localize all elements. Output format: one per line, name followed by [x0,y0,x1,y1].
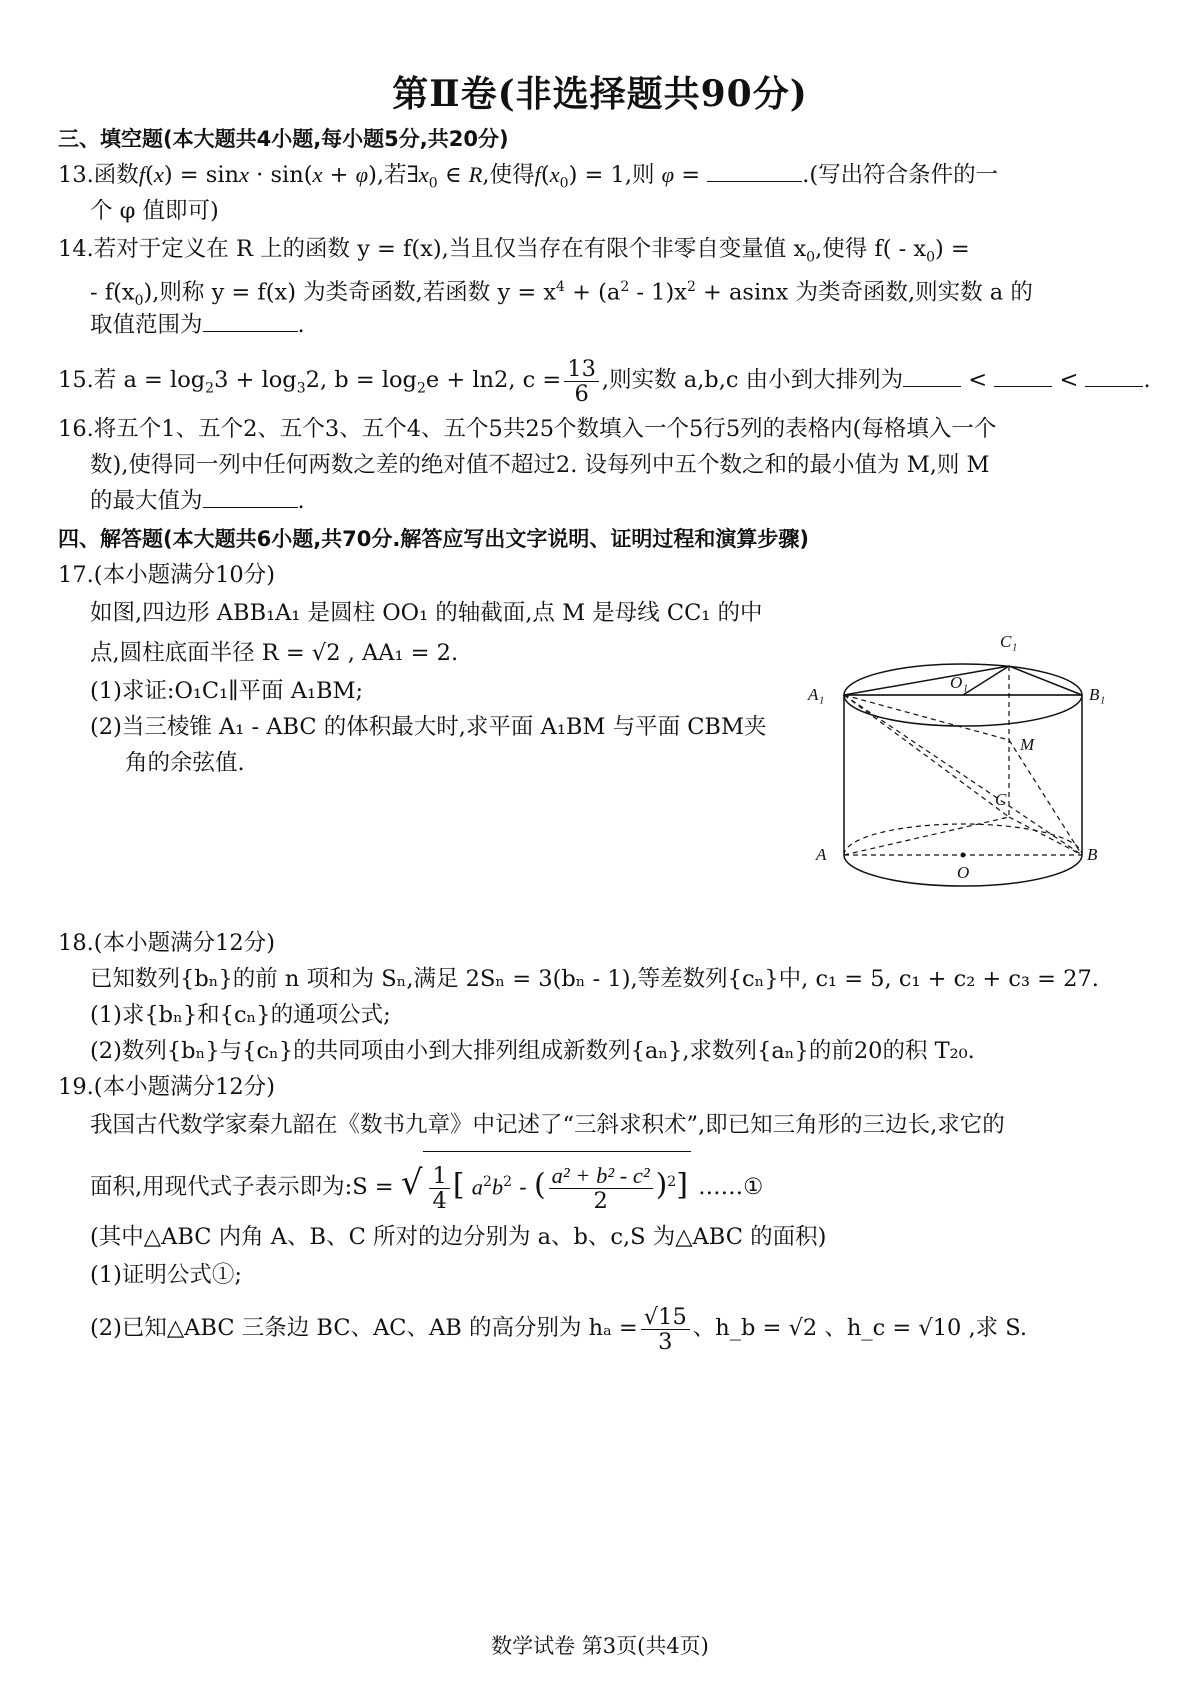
q16-text-c: 的最大值为 [90,488,203,514]
label-o: O [957,863,970,882]
q15-blank-3[interactable] [1085,364,1143,387]
bottom-back-arc [844,824,1082,855]
q13-text-b: 若∃ [384,162,419,188]
q14-text-h: + asinx 为类奇函数,则实数 a 的 [695,279,1033,306]
q14-number: 14. [58,236,94,262]
q13-line1: 13.函数f(x) = sinx · sin(x + φ),若$\exists x_0$ ∈ R,使得$f(x_0) = 1$,则 φ = .(写出符合条件的一 [58,158,1142,201]
q18-part2: (2)数列{bₙ}与{cₙ}的共同项由小到大排列组成新数列{aₙ},求数列{aₙ}的前20的积 T₂₀. [90,1038,975,1064]
cylinder-figure [808,632,1140,955]
inner-num: a² + b² - c² [549,1164,653,1189]
a1-c1-line [844,666,1009,695]
q15-text-c: 2, b = log [305,367,417,393]
q18-line1: 已知数列{bₙ}的前 n 项和为 Sₙ,满足 2Sₙ = 3(bₙ - 1),等差数列{cₙ}中, c₁ = 5, c₁ + c₂ + c₃ = 27. [90,966,1099,992]
q14-text-i: 取值范围为 [90,312,203,338]
ha-den: 3 [658,1328,673,1355]
label-c1: C₁ [1000,632,1018,651]
q15-line: 15.若 $a = \log_23 + \log_32$, $b = \log_2e + \ln 2$, c = $\frac{13}{6}$ ,则实数 a,b,c 由小到大排列为 < < . [58,355,1151,407]
a-c-line [844,817,1009,855]
label-b1: B₁ [1089,685,1106,704]
q17-score: (本小题满分10分) [93,562,275,588]
q17-part2b: 角的余弦值. [125,750,245,776]
q16-line2: 数),使得同一列中任何两数之差的绝对值不超过2. 设每列中五个数之和的最小值为 M,则 M [90,452,990,478]
section-3-heading: 三、填空题(本大题共4小题,每小题5分,共20分) [58,127,509,151]
label-c: C [995,790,1007,809]
quarter-den: 4 [432,1187,447,1214]
point-o [961,853,966,858]
q19-part1: (1)证明公式①; [90,1262,242,1288]
q15-text-e: ,则实数 a,b,c 由小到大排列为 [601,367,904,393]
q18-score: (本小题满分12分) [93,930,275,956]
page-footer: 数学试卷 第3页(共4页) [491,1634,709,1658]
q19-head [58,1070,1142,1104]
q18-number: 18. [58,930,94,956]
q14-line1: 14.若对于定义在 R 上的函数 y = f(x),当且仅当存在有限个非零自变量值 $x_0$,使得 $f( - x_0)$ = [58,236,970,266]
c-b-line [1009,817,1082,855]
q15-blank-1[interactable] [903,364,961,387]
q19-text-b: (2)已知△ABC 三条边 BC、AC、AB 的高分别为 hₐ = [90,1315,638,1341]
q19-text-a: 面积,用现代式子表示即为:S = [90,1174,394,1200]
q15-lt-2: < [1059,367,1079,393]
label-b: B [1087,845,1098,864]
q19-number: 19. [58,1074,94,1100]
q15-blank-2[interactable] [994,364,1052,387]
q17-line2: 点,圆柱底面半径 R = √2 , AA₁ = 2. [90,640,459,666]
q14-text-d: - f(x [90,279,135,306]
q17-head [58,558,1142,592]
q16-text-a: 将五个1、五个2、五个3、五个4、五个5共25个数填入一个5行5列的表格内(每格填入一个 [93,416,997,442]
q16-line3: 的最大值为 . [90,484,1142,518]
q14-line2: - $f(x_0)$,则称 y = f(x) 为类奇函数,若函数 $y = x^4 + (a^2 - 1)x^2 + asinx$ 为类奇函数,则实数 a 的 [90,279,1033,309]
q15-lt-1: < [968,367,988,393]
a1-c-line [844,695,1009,817]
q14-text-g: - 1)x [629,279,687,306]
q16-line1 [58,412,1142,446]
q18-part1: (1)求{bₙ}和{cₙ}的通项公式; [90,1002,391,1028]
q13-number: 13. [58,162,94,188]
label-a1: A₁ [808,685,825,704]
q15-frac-num: 13 [564,357,599,382]
q19-sqrt: $\frac{1}{4}$ [ $a^2b^2$ - ( $\frac{\text{a² + b² - c²}}{2}$ )$^2$] [423,1151,690,1218]
q15-fraction [564,357,599,406]
q15-number: 15. [58,367,94,393]
q17-line1: 如图,四边形 ABB₁A₁ 是圆柱 OO₁ 的轴截面,点 M 是母线 CC₁ 的中 [90,600,763,626]
c1-b1-line [1009,666,1082,695]
sqrt-sign: √ [400,1163,423,1203]
q14-text-e: ),则称 y = f(x) 为类奇函数,若函数 y = x [143,279,557,306]
q16-number: 16. [58,416,94,442]
a1-b-line [844,695,1082,855]
q15-text-b: 3 + log [214,367,297,393]
m-b-line [1009,740,1082,855]
q13-line2: 个 φ 值即可) [90,198,219,224]
q19-part2 [90,1300,1142,1356]
q14-text-a: 若对于定义在 R 上的函数 y = f(x),当且仅当存在有限个非零自变量值 x [93,236,807,262]
label-a: A [816,845,827,864]
inner-den: 2 [593,1187,608,1214]
ha-num: √15 [641,1305,690,1330]
q19-ha-frac [641,1305,690,1354]
q19-formula-line [90,1150,1142,1220]
q14-answer-blank[interactable] [203,309,298,332]
q19-formula-tag: ……① [698,1174,764,1200]
label-o1: O₁ [950,673,969,692]
q13-answer-blank[interactable] [707,159,802,182]
q19-score: (本小题满分12分) [93,1074,275,1100]
q13-text-a: 函数 [93,162,139,188]
q17-part1: (1)求证:O₁C₁∥平面 A₁BM; [90,678,364,704]
q19-text-c: 、h_b = √2 、h_c = √10 ,求 S. [692,1315,1028,1341]
q19-line1: 我国古代数学家秦九韶在《数书九章》中记述了“三斜求积术”,即已知三角形的三边长,求它的 [90,1112,1005,1138]
q19-note: (其中△ABC 内角 A、B、C 所对的边分别为 a、b、c,S 为△ABC 的面积) [90,1224,827,1250]
section-4-heading: 四、解答题(本大题共6小题,共70分.解答应写出文字说明、证明过程和演算步骤) [58,527,809,551]
q17-part2a: (2)当三棱锥 A₁ - ABC 的体积最大时,求平面 A₁BM 与平面 CBM夹 [90,714,767,740]
q14-text-f: + (a [564,279,621,306]
q14-text-c: ) = [935,236,970,262]
page-title: 第Ⅱ卷(非选择题共90分) [392,73,808,115]
q15-text-d: e + ln2, c = [425,367,562,393]
q19-inner-frac [549,1164,653,1213]
q17-number: 17. [58,562,94,588]
q15-text-a: 若 a = log [93,367,206,393]
q19-quarter [429,1164,449,1213]
q14-text-b: ,使得 f( - x [815,236,927,262]
label-m: M [1020,735,1035,754]
quarter-num: 1 [429,1164,449,1189]
q18-head [58,926,1142,960]
q16-answer-blank[interactable] [203,485,298,508]
q13-text-c: 使得 [489,162,535,188]
a1-m-line [844,695,1009,740]
q13-text-d: (写出符合条件的一 [809,162,999,188]
q15-frac-den: 6 [574,380,589,407]
q14-line3: 取值范围为 . [90,308,1142,342]
